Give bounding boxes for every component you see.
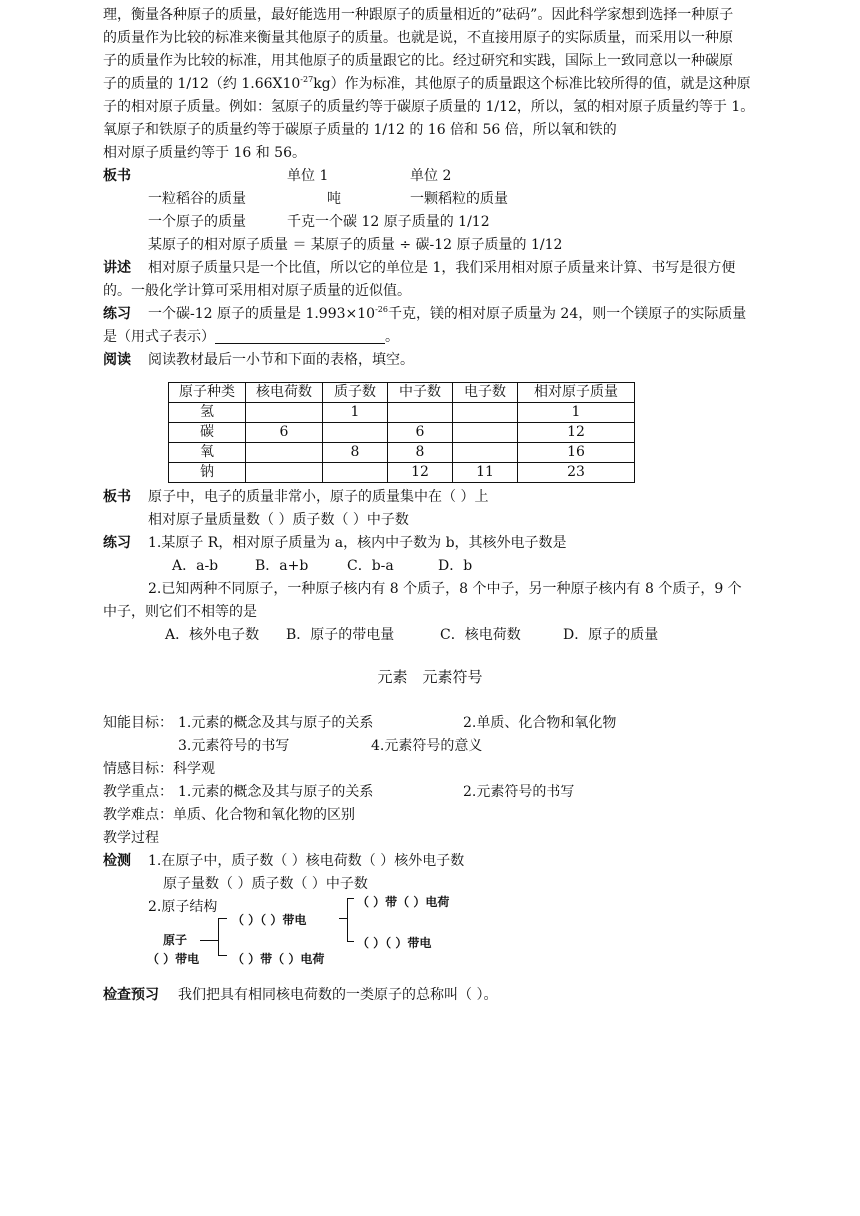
table-cell[interactable] bbox=[453, 403, 518, 423]
goal-1: 1.元素的概念及其与原子的关系 bbox=[178, 715, 374, 731]
process-heading: 教学过程 bbox=[103, 830, 159, 846]
relative-mass-formula: 某原子的相对原子质量 ＝ 某原子的质量 ÷ 碳-12 原子质量的 1/12 bbox=[148, 237, 563, 253]
question-2-line-1: 2.已知两种不同原子，一种原子核内有 8 个质子，8 个中子，另一种原子核内有 8 个质子，9 个 bbox=[148, 581, 742, 597]
answer-blank[interactable] bbox=[215, 329, 385, 344]
table-cell: 氧 bbox=[169, 443, 246, 463]
q2-option-a[interactable]: A．核外电子数 bbox=[165, 627, 260, 643]
table-cell: 12 bbox=[388, 463, 453, 483]
atom-table bbox=[168, 382, 635, 483]
unit2-header: 单位 2 bbox=[410, 168, 452, 184]
practice-label: 练习 bbox=[103, 306, 131, 322]
goal-3: 3.元素符号的书写 bbox=[178, 738, 290, 754]
goal-4: 4.元素符号的意义 bbox=[371, 738, 483, 754]
right-bracket bbox=[347, 898, 354, 942]
explain-line-2: 的。一般化学计算可采用相对原子质量的近似值。 bbox=[103, 283, 411, 299]
intro-line-1: 理，衡量各种原子的质量，最好能选用一种跟原子的质量相近的”砝码”。因此科学家想到选择一种原子 bbox=[103, 7, 734, 23]
q1-option-b[interactable]: B．a+b bbox=[255, 558, 309, 574]
check-line-1: 1.在原子中，质子数（ ）核电荷数（ ）核外电子数 bbox=[148, 853, 465, 869]
atom-mass: 一个原子的质量 bbox=[148, 214, 246, 230]
table-cell: 6 bbox=[246, 423, 323, 443]
q1-option-d[interactable]: D．b bbox=[438, 558, 473, 574]
goal-2: 2.单质、化合物和氧化物 bbox=[463, 715, 617, 731]
diagram-electron-label: （ ）带电 bbox=[147, 952, 200, 966]
table-cell: 6 bbox=[388, 423, 453, 443]
board-label: 板书 bbox=[103, 168, 131, 184]
connector-line bbox=[339, 918, 347, 919]
table-header-cell: 原子种类 bbox=[169, 383, 246, 403]
key-point-2: 2.元素符号的书写 bbox=[463, 784, 575, 800]
explain-label: 讲述 bbox=[103, 260, 131, 276]
connector-line bbox=[200, 940, 218, 941]
key-point-1: 1.元素的概念及其与原子的关系 bbox=[178, 784, 374, 800]
table-cell: 8 bbox=[388, 443, 453, 463]
exponent: -27 bbox=[300, 75, 314, 84]
intro-line-6: 氧原子和铁原子的质量约等于碳原子质量的 1/12 的 16 倍和 56 倍，所以氧和铁的 bbox=[103, 122, 617, 138]
table-header-cell: 核电荷数 bbox=[246, 383, 323, 403]
diagram-nucleus-label: （ ）（ ）带电 bbox=[232, 913, 307, 927]
kg-unit: 千克一个碳 12 原子质量的 1/12 bbox=[287, 214, 490, 230]
grain-unit: 一颗稻粒的质量 bbox=[410, 191, 508, 207]
diagram-proton-label: （ ）带（ ）电荷 bbox=[357, 895, 450, 909]
table-row bbox=[169, 463, 635, 483]
diagram-electron-charge-label: （ ）带（ ）电荷 bbox=[232, 952, 325, 966]
table-cell: 碳 bbox=[169, 423, 246, 443]
intro-line-3: 子的质量作为比较的标准，用其他原子的质量跟它的比。经过研究和实践，国际上一致同意以一种碳原 bbox=[103, 53, 733, 69]
preview-label: 检查预习 bbox=[103, 987, 159, 1003]
table-cell[interactable] bbox=[246, 403, 323, 423]
table-cell: 16 bbox=[518, 443, 635, 463]
table-cell: 1 bbox=[518, 403, 635, 423]
q2-option-b[interactable]: B．原子的带电量 bbox=[286, 627, 395, 643]
table-cell[interactable] bbox=[323, 423, 388, 443]
q2-option-c[interactable]: C．核电荷数 bbox=[440, 627, 521, 643]
table-header-cell: 相对原子质量 bbox=[518, 383, 635, 403]
intro-line-4: 子的质量的 1/12（约 $1.66X10^{-27}kg$）作为标准，其他原子的质量跟这个标准比较所得的值，就是这种原 bbox=[103, 75, 751, 92]
table-header-row bbox=[169, 383, 635, 403]
table-cell[interactable] bbox=[388, 403, 453, 423]
preview-text: 我们把具有相同核电荷数的一类原子的总称叫（ ）。 bbox=[178, 987, 498, 1003]
board-label: 板书 bbox=[103, 489, 131, 505]
check-line-2: 原子量数（ ）质子数（ ）中子数 bbox=[163, 876, 368, 892]
practice-label: 练习 bbox=[103, 535, 131, 551]
key-points-label: 教学重点： bbox=[103, 784, 173, 800]
explain-line-1: 相对原子质量只是一个比值，所以它的单位是 1，我们采用相对原子质量来计算、书写是很方便 bbox=[148, 260, 736, 276]
question-2-line-2: 中子，则它们不相等的是 bbox=[103, 604, 257, 620]
table-cell: 12 bbox=[518, 423, 635, 443]
reading-text: 阅读教材最后一小节和下面的表格，填空。 bbox=[148, 352, 414, 368]
reading-label: 阅读 bbox=[103, 352, 131, 368]
table-cell: 氢 bbox=[169, 403, 246, 423]
table-header-cell: 质子数 bbox=[323, 383, 388, 403]
table-row bbox=[169, 423, 635, 443]
goals-label: 知能目标： bbox=[103, 715, 173, 731]
q1-option-a[interactable]: A．a-b bbox=[172, 558, 219, 574]
intro-line-5: 子的相对原子质量。例如：氢原子的质量约等于碳原子质量的 1/12，所以，氢的相对原子质量约等于 1。 bbox=[103, 99, 755, 115]
exponent: -26 bbox=[375, 305, 388, 314]
table-header-cell: 中子数 bbox=[388, 383, 453, 403]
table-row bbox=[169, 443, 635, 463]
practice-line-1: 一个碳-12 原子的质量是 $1.993\times 10^{-26}$千克，镁的相对原子质量为 24，则一个镁原子的实际质量 bbox=[148, 305, 747, 322]
section-title: 元素 元素符号 bbox=[377, 668, 483, 686]
unit1-header: 单位 1 bbox=[287, 168, 329, 184]
table-cell[interactable] bbox=[246, 463, 323, 483]
emotion-goal: 情感目标：科学观 bbox=[103, 761, 215, 777]
check-label: 检测 bbox=[103, 853, 131, 869]
practice-line-2: 是（用式子表示） 。 bbox=[103, 329, 399, 345]
table-cell: 1 bbox=[323, 403, 388, 423]
table-cell: 8 bbox=[323, 443, 388, 463]
intro-line-7: 相对原子质量约等于 16 和 56。 bbox=[103, 145, 306, 161]
diagram-neutron-label: （ ）（ ）带电 bbox=[357, 936, 432, 950]
diagram-atom-label: 原子 bbox=[163, 933, 188, 947]
board2-line-2: 相对原子量质量数（ ）质子数（ ）中子数 bbox=[148, 512, 409, 528]
table-cell[interactable] bbox=[323, 463, 388, 483]
question-1: 1.某原子 R，相对原子质量为 a，核内中子数为 b，其核外电子数是 bbox=[148, 535, 567, 551]
intro-line-2: 的质量作为比较的标准来衡量其他原子的质量。也就是说，不直接用原子的实际质量，而采用以一种原 bbox=[103, 30, 733, 46]
board2-line-1: 原子中，电子的质量非常小，原子的质量集中在（ ）上 bbox=[148, 489, 489, 505]
table-cell[interactable] bbox=[453, 443, 518, 463]
table-cell[interactable] bbox=[246, 443, 323, 463]
check-line-3: 2.原子结构 bbox=[148, 899, 218, 915]
table-cell: 23 bbox=[518, 463, 635, 483]
ton-unit: 吨 bbox=[327, 191, 341, 207]
left-bracket bbox=[218, 918, 227, 956]
grain-mass: 一粒稻谷的质量 bbox=[148, 191, 246, 207]
table-header-cell: 电子数 bbox=[453, 383, 518, 403]
table-cell[interactable] bbox=[453, 423, 518, 443]
table-cell: 钠 bbox=[169, 463, 246, 483]
table-cell: 11 bbox=[453, 463, 518, 483]
q2-option-d[interactable]: D．原子的质量 bbox=[563, 627, 659, 643]
q1-option-c[interactable]: C．b-a bbox=[347, 558, 394, 574]
difficulty: 教学难点：单质、化合物和氧化物的区别 bbox=[103, 807, 355, 823]
table-row bbox=[169, 403, 635, 423]
